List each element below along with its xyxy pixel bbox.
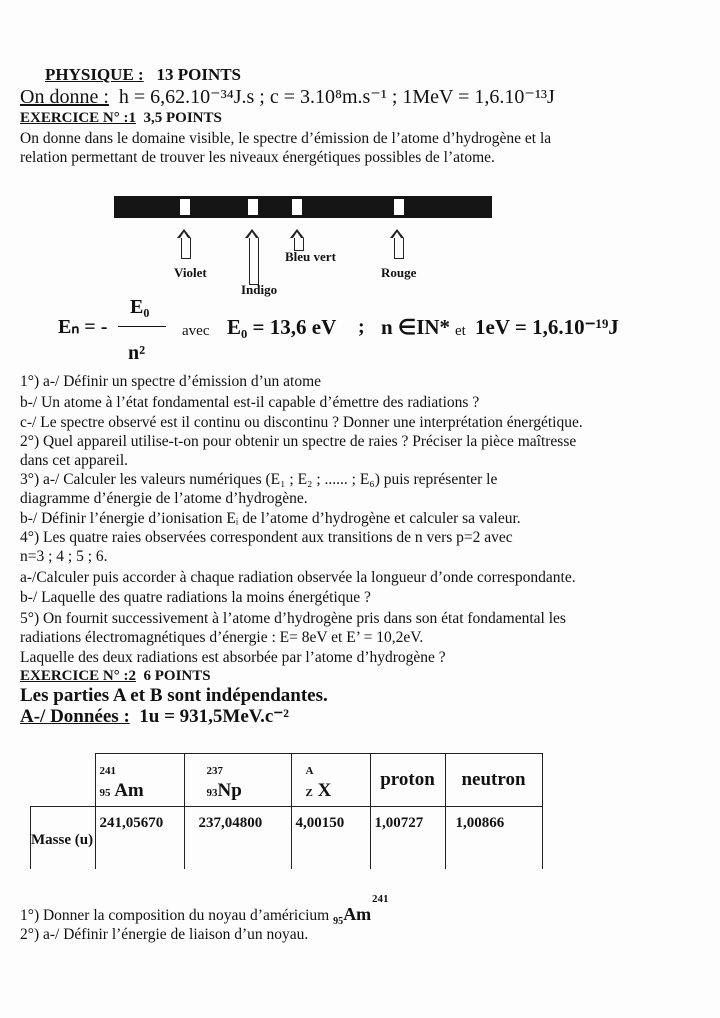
mass-value: 1,00866 — [445, 807, 542, 869]
ex1-title: EXERCICE N° :1 — [20, 110, 137, 126]
arrow-up-icon — [394, 238, 404, 259]
formula-denominator: n² — [128, 342, 146, 364]
question-line: 2°) Quel appareil utilise-t-on pour obtenir un spectre de raies ? Préciser la pièce maîtresse — [20, 433, 577, 450]
question-line: b-/ Définir l’énergie d’ionisation Eᵢ de l’atome d’hydrogène et calculer sa valeur. — [20, 510, 521, 527]
arrow-up-icon — [181, 238, 191, 259]
emission-spectrum — [114, 196, 492, 218]
header-title: PHYSIQUE : — [45, 65, 144, 84]
mass-number: A — [305, 765, 314, 777]
fraction-bar — [118, 326, 166, 327]
question-line: b-/ Un atome à l’état fondamental est-il capable d’émettre des radiations ? — [20, 394, 480, 411]
question-line: a-/Calculer puis accorder à chaque radiation observée la longueur d’onde correspondante. — [20, 569, 576, 586]
symbol: Np — [217, 780, 242, 801]
question-line: 3°) a-/ Calculer les valeurs numériques (E₁ ; E₂ ; ...... ; E₆) puis représenter le — [20, 471, 498, 488]
arrow-up-icon — [249, 238, 259, 285]
formula-sep: ; — [358, 316, 365, 338]
label-blue-green: Bleu vert — [285, 249, 336, 264]
intro-line: relation permettant de trouver les niveaux énergétiques possibles de l’atome. — [20, 149, 495, 166]
am-atomic-number: 95 — [333, 916, 344, 928]
table-header-row — [31, 754, 543, 807]
ex2-points: 6 POINTS — [143, 668, 211, 684]
spectral-line-blue-green — [292, 199, 302, 215]
question-text: 1°) Donner la composition du noyau d’américium — [20, 907, 330, 924]
spectral-line-violet — [180, 199, 190, 215]
empty-cell — [31, 754, 96, 807]
header-np — [184, 754, 291, 807]
question-line: Laquelle des deux radiations est absorbée par l’atome d’hydrogène ? — [20, 649, 446, 666]
data-label: A-/ Données : — [20, 706, 130, 727]
label-violet: Violet — [174, 265, 207, 280]
ex2-data — [20, 708, 289, 726]
question-line: diagramme d’énergie de l’atome d’hydrogène. — [20, 490, 308, 507]
given-constants — [20, 88, 555, 106]
question-line: 1°) a-/ Définir un spectre d’émission d’un atome — [20, 373, 322, 390]
header-points: 13 POINTS — [156, 65, 242, 84]
mass-value: 237,04800 — [184, 807, 291, 869]
ex1-header — [20, 109, 222, 127]
question-line: 4°) Les quatre raies observées correspondent aux transitions de n vers p=2 avec — [20, 529, 513, 546]
mass-table — [30, 753, 543, 869]
ex2-question-line: 2°) a-/ Définir l’énergie de liaison d’un noyau. — [20, 926, 309, 943]
atomic-number: 93 — [206, 787, 218, 799]
row-label: Masse (u) — [31, 807, 96, 869]
formula-lhs: Eₙ = - — [58, 316, 108, 338]
mass-value: 4,00150 — [291, 807, 370, 869]
atomic-number: Z — [305, 787, 313, 799]
label-red: Rouge — [381, 265, 417, 280]
ex2-title: EXERCICE N° :2 — [20, 668, 137, 684]
formula-n: n ∈IN* — [381, 315, 451, 339]
table-row — [31, 807, 543, 869]
given-text: h = 6,62.10⁻³⁴J.s ; c = 3.10⁸m.s⁻¹ ; 1MeV = 1,6.10⁻¹³J — [118, 86, 555, 108]
mass-number: 241 — [99, 765, 116, 777]
question-line: n=3 ; 4 ; 5 ; 6. — [20, 548, 108, 565]
mass-value: 1,00727 — [370, 807, 445, 869]
spectral-line-red — [394, 199, 404, 215]
ex1-points: 3,5 POINTS — [143, 110, 222, 126]
question-line: radiations électromagnétiques d’énergie : E= 8eV et E’ = 10,2eV. — [20, 629, 424, 646]
label-indigo: Indigo — [241, 282, 278, 297]
formula-e0: E₀ = 13,6 eV — [227, 315, 337, 339]
am-symbol: Am — [343, 904, 372, 924]
formula-avec: avec — [182, 323, 210, 339]
mass-number: 237 — [206, 765, 223, 777]
formula-et: et — [455, 323, 466, 339]
formula-numerator: E₀ — [130, 296, 150, 318]
header-am — [95, 754, 184, 807]
spectral-line-indigo — [248, 199, 258, 215]
intro-line: On donne dans le domaine visible, le spectre d’émission de l’atome d’hydrogène et la — [20, 130, 552, 147]
atomic-number: 95 — [99, 787, 111, 799]
header-proton: proton — [370, 754, 445, 807]
data-text: 1u = 931,5MeV.c⁻² — [139, 706, 289, 727]
question-line: 5°) On fournit successivement à l’atome d’hydrogène pris dans son état fondamental les — [20, 610, 566, 627]
symbol: Am — [114, 780, 144, 801]
section-header — [45, 66, 241, 84]
symbol: X — [317, 780, 332, 801]
question-line: c-/ Le spectre observé est il continu ou discontinu ? Donner une interprétation énergétique. — [20, 414, 583, 431]
question-line: dans cet appareil. — [20, 452, 129, 469]
ex2-independent: Les parties A et B sont indépendantes. — [20, 685, 328, 706]
header-x — [291, 754, 370, 807]
given-label: On donne : — [20, 86, 109, 108]
formula-ev: 1eV = 1,6.10⁻¹⁹J — [475, 315, 619, 339]
header-neutron: neutron — [445, 754, 542, 807]
ex2-header — [20, 667, 211, 685]
mass-value: 241,05670 — [95, 807, 184, 869]
question-line: b-/ Laquelle des quatre radiations la moins énergétique ? — [20, 589, 371, 606]
am-mass-number: 241 — [372, 893, 389, 905]
